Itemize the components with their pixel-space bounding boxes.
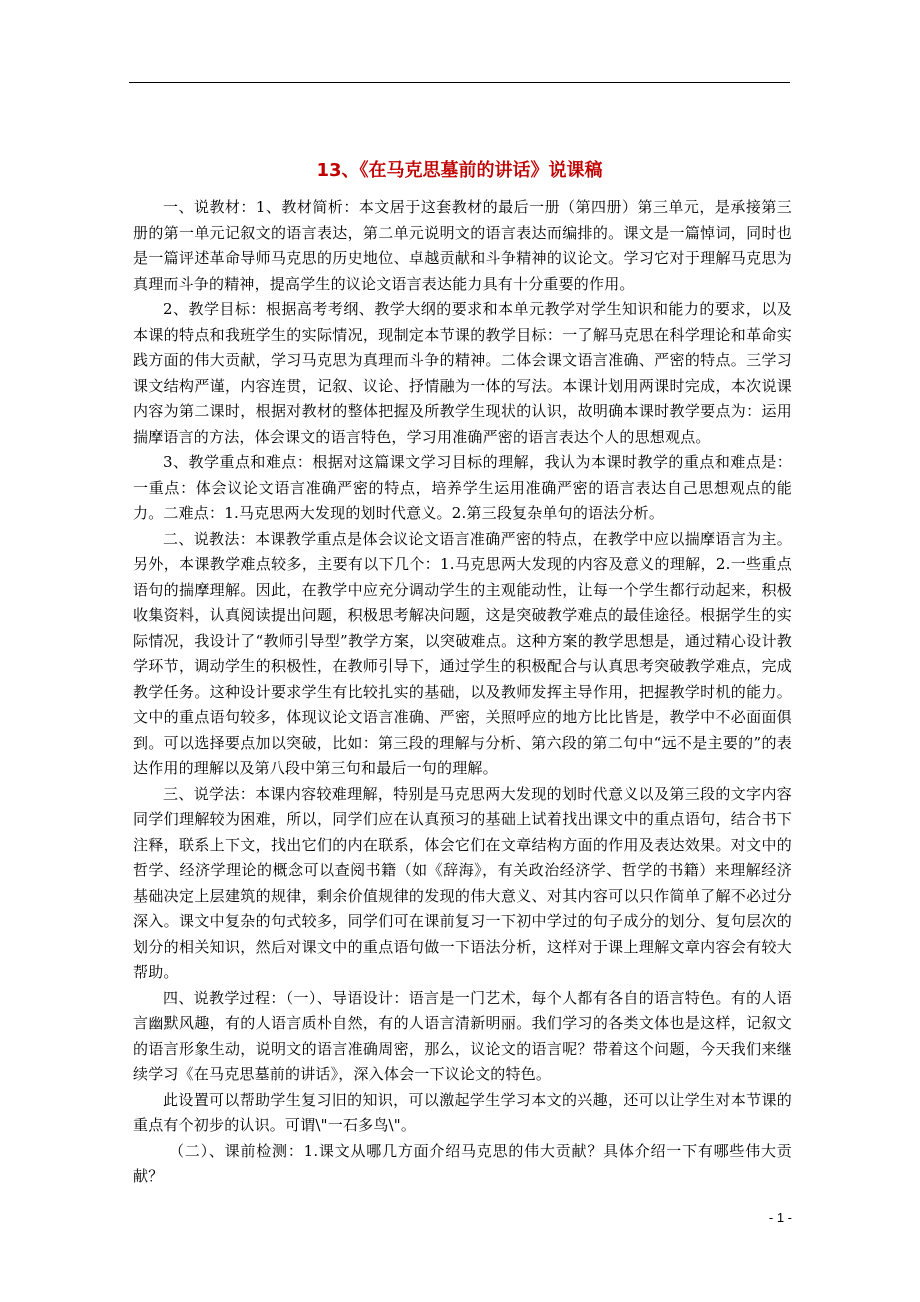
document-body	[133, 195, 792, 1190]
paragraph-learning-method: 三、说学法：本课内容较难理解，特别是马克思两大发现的划时代意义以及第三段的文字内容同学们理解较为困难，所以，同学们应在认真预习的基础上试着找出课文中的重点语句，结合书下注释，联系上下文，找出它们的内在联系，体会它们在文章结构方面的作用及表达效果。对文中的哲学、经济学理论的概念可以查阅书籍（如《辞海》，有关政治经济学、哲学的书籍）来理解经济基础决定上层建筑的规律，剩余价值规律的发现的伟大意义、对其内容可以只作简单了解不必过分深入。课文中复杂的句式较多，同学们可在课前复习一下初中学过的句子成分的划分、复句层次的划分的相关知识，然后对课文中的重点语句做一下语法分析，这样对于课上理解文章内容会有较大帮助。	[133, 784, 792, 981]
paragraph-teaching-material: 一、说教材：1、教材简析：本文居于这套教材的最后一册（第四册）第三单元，是承接第三册的第一单元记叙文的语言表达，第二单元说明文的语言表达而编排的。课文是一篇悼词，同时也是一篇评述革命导师马克思的历史地位、卓越贡献和斗争精神的议论文。学习它对于理解马克思为真理而斗争的精神，提高学生的议论文语言表达能力具有十分重要的作用。	[133, 198, 792, 293]
paragraph-design-note: 此设置可以帮助学生复习旧的知识，可以激起学生学习本文的兴趣，还可以让学生对本节课的重点有个初步的认识。可谓\"一石多鸟\"。	[133, 1090, 792, 1134]
page-number: - 1 -	[768, 1210, 792, 1225]
paragraph-key-points: 3、教学重点和难点：根据对这篇课文学习目标的理解，我认为本课时教学的重点和难点是：一重点：体会议论文语言准确严密的特点，培养学生运用准确严密的语言表达自己思想观点的能力。二难点：1.马克思两大发现的划时代意义。2.第三段复杂单句的语法分析。	[133, 453, 792, 522]
document-title: 13、《在马克思墓前的讲话》说课稿	[316, 160, 603, 181]
header-rule	[129, 82, 790, 83]
paragraph-teaching-process: 四、说教学过程：（一）、导语设计：语言是一门艺术，每个人都有各自的语言特色。有的人语言幽默风趣，有的人语言质朴自然，有的人语言清新明丽。我们学习的各类文体也是这样，记叙文的语言形象生动，说明文的语言准确周密，那么，议论文的语言呢？带着这个问题，今天我们来继续学习《在马克思墓前的讲话》，深入体会一下议论文的特色。	[133, 988, 792, 1083]
paragraph-pre-class-check: （二）、课前检测：1.课文从哪几方面介绍马克思的伟大贡献？具体介绍一下有哪些伟大贡献？	[133, 1141, 792, 1185]
paragraph-teaching-method: 二、说教法：本课教学重点是体会议论文语言准确严密的特点，在教学中应以揣摩语言为主。另外，本课教学难点较多，主要有以下几个：1.马克思两大发现的内容及意义的理解，2.一些重点语句的揣摩理解。因此，在教学中应充分调动学生的主观能动性，让每一个学生都行动起来，积极收集资料，认真阅读提出问题，积极思考解决问题，这是突破教学难点的最佳途径。根据学生的实际情况，我设计了“教师引导型”教学方案，以突破难点。这种方案的教学思想是，通过精心设计教学环节，调动学生的积极性，在教师引导下，通过学生的积极配合与认真思考突破教学难点，完成教学任务。这种设计要求学生有比较扎实的基础，以及教师发挥主导作用，把握教学时机的能力。文中的重点语句较多，体现议论文语言准确、严密，关照呼应的地方比比皆是，教学中不必面面俱到。可以选择要点加以突破，比如：第三段的理解与分析、第六段的第二句中“远不是主要的”的表达作用的理解以及第八段中第三句和最后一句的理解。	[133, 529, 792, 777]
paragraph-teaching-goals: 2、教学目标：根据高考考纲、教学大纲的要求和本单元教学对学生知识和能力的要求，以及本课的特点和我班学生的实际情况，现制定本节课的教学目标：一了解马克思在科学理论和革命实践方面的伟大贡献，学习马克思为真理而斗争的精神。二体会课文语言准确、严密的特点。三学习课文结构严谨，内容连贯，记叙、议论、抒情融为一体的写法。本课计划用两课时完成，本次说课内容为第二课时，根据对教材的整体把握及所教学生现状的认识，故明确本课时教学要点为：运用揣摩语言的方法，体会课文的语言特色，学习用准确严密的语言表达个人的思想观点。	[133, 300, 792, 446]
